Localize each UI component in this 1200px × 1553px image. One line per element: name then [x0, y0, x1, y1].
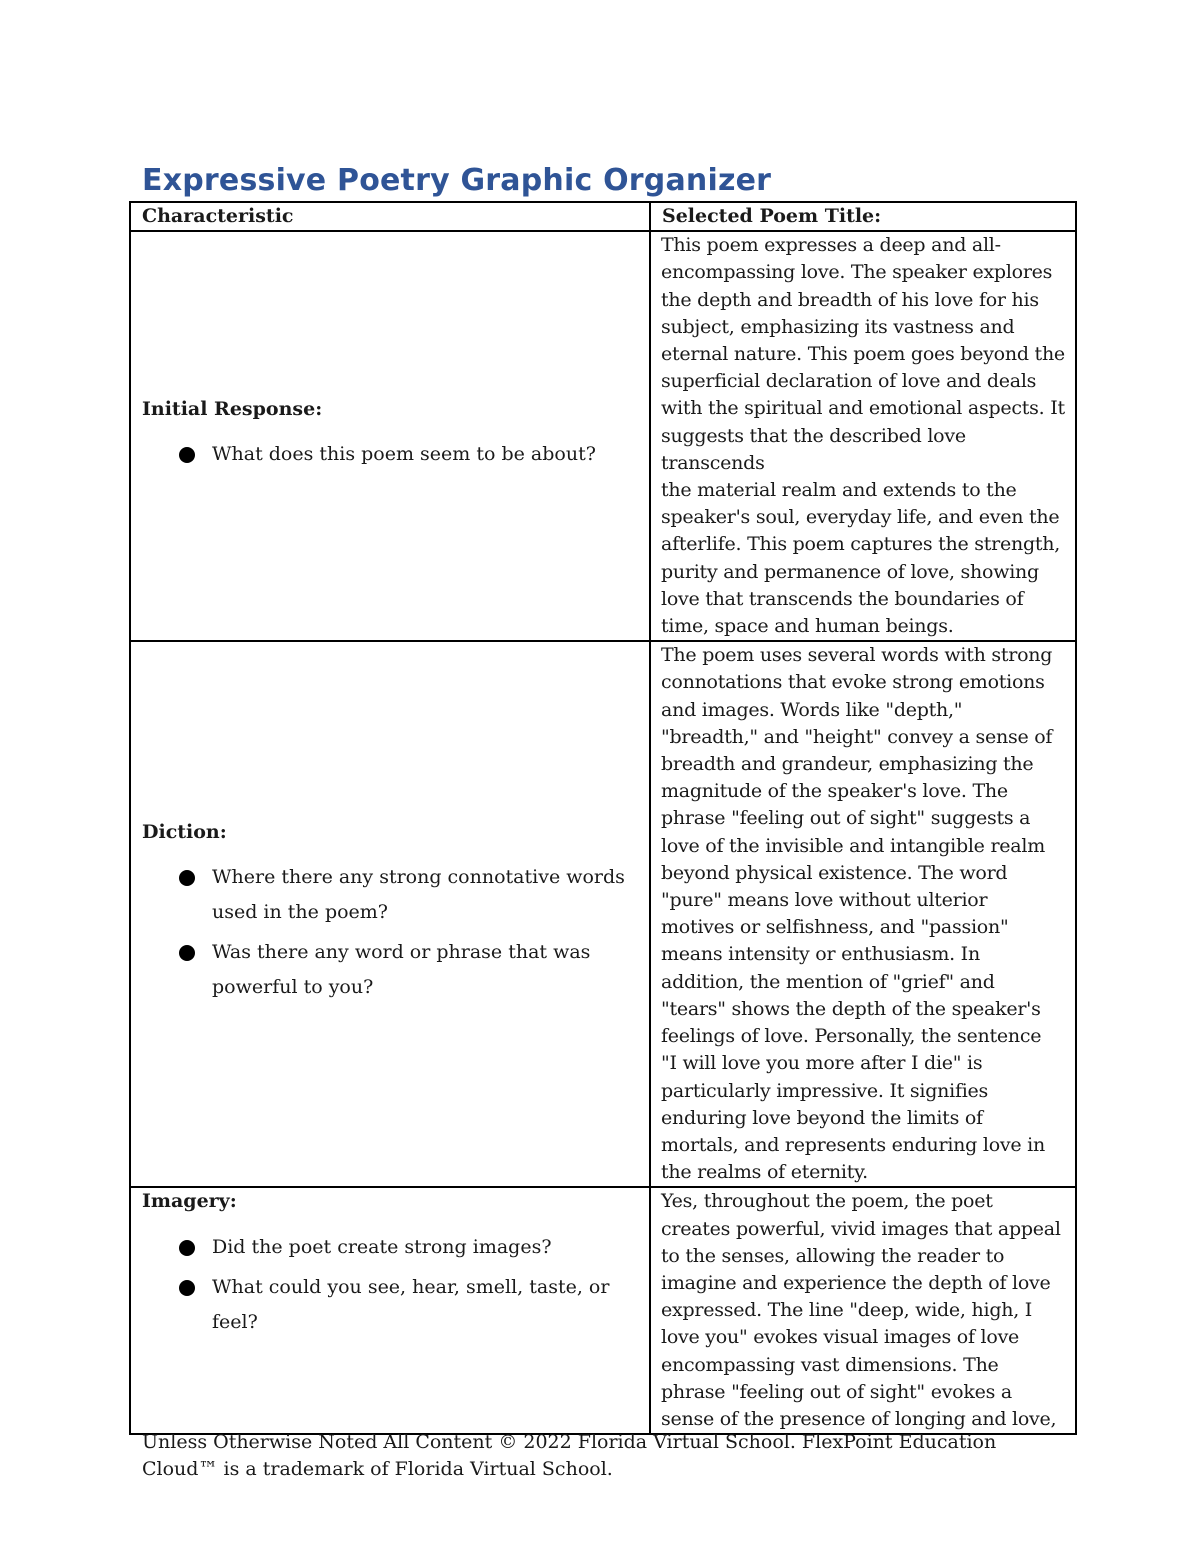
question-item: What does this poem seem to be about? [142, 437, 641, 472]
response-line: the depth and breadth of his love for his [661, 288, 1039, 311]
response-line: subject, emphasizing its vastness and [661, 315, 1015, 338]
response-line: enduring love beyond the limits of [661, 1106, 983, 1129]
response-line: purity and permanence of love, showing [661, 560, 1039, 583]
response-cell[interactable] [650, 1187, 1076, 1434]
response-line: love you" evokes visual images of love [661, 1326, 1020, 1349]
question-item: Did the poet create strong images? [142, 1230, 641, 1265]
response-line: mortals, and represents enduring love in [661, 1133, 1045, 1156]
response-line: expressed. The line "deep, wide, high, I [661, 1299, 1033, 1322]
question-list [142, 1230, 641, 1340]
response-line: The poem uses several words with strong [661, 644, 1053, 667]
graphic-organizer-table [129, 201, 1077, 1435]
table-row-diction [130, 641, 1076, 1187]
response-line: "tears" shows the depth of the speaker's [661, 997, 1041, 1020]
question-list [142, 437, 641, 472]
response-line: beyond physical existence. The word [661, 861, 1008, 884]
table-header-row [130, 202, 1076, 231]
response-line: imagine and experience the depth of love [661, 1271, 1051, 1294]
response-line: the realms of eternity. [661, 1161, 868, 1184]
question-item: Was there any word or phrase that was powerful to you? [142, 935, 641, 1005]
characteristic-cell [130, 231, 650, 641]
footer-line: Unless Otherwise Noted All Content © 2022 Florida Virtual School. FlexPoint Education [142, 1431, 997, 1453]
response-line: encompassing love. The speaker explores [661, 261, 1053, 284]
response-line: means intensity or enthusiasm. In [661, 943, 980, 966]
response-line: with the spiritual and emotional aspects. It [661, 397, 1065, 420]
response-line: time, space and human beings. [661, 615, 954, 638]
response-line: love of the invisible and intangible realm [661, 834, 1045, 857]
response-line: Yes, throughout the poem, the poet [661, 1190, 993, 1213]
response-line: breadth and grandeur, emphasizing the [661, 753, 1034, 776]
response-line: "I will love you more after I die" is [661, 1052, 983, 1075]
header-characteristic: Characteristic [130, 202, 650, 231]
response-line: connotations that evoke strong emotions [661, 671, 1045, 694]
table-row-imagery [130, 1187, 1076, 1434]
row-label: Imagery: [142, 1190, 237, 1213]
copyright-footer [142, 1429, 1062, 1483]
response-line: phrase "feeling out of sight" suggests a [661, 807, 1031, 830]
response-line: addition, the mention of "grief" and [661, 970, 995, 993]
characteristic-cell [130, 641, 650, 1187]
table-row-initial-response [130, 231, 1076, 641]
response-line: speaker's soul, everyday life, and even the [661, 506, 1060, 529]
response-line: love that transcends the boundaries of [661, 587, 1024, 610]
response-line: encompassing vast dimensions. The [661, 1353, 999, 1376]
response-line: afterlife. This poem captures the strength, [661, 533, 1061, 556]
response-line: sense of the presence of longing and love, [661, 1407, 1057, 1430]
header-selected-poem-title: Selected Poem Title: [650, 202, 1076, 231]
response-line: and images. Words like "depth," [661, 698, 963, 721]
response-line: particularly impressive. It signifies [661, 1079, 989, 1102]
question-list [142, 860, 641, 1005]
response-line: superficial declaration of love and deals [661, 370, 1037, 393]
page-title: Expressive Poetry Graphic Organizer [142, 163, 772, 198]
response-line: motives or selfishness, and "passion" [661, 916, 1009, 939]
footer-line: Cloud™ is a trademark of Florida Virtual School. [142, 1458, 613, 1480]
row-label: Initial Response: [142, 397, 323, 420]
response-cell[interactable] [650, 231, 1076, 641]
characteristic-cell [130, 1187, 650, 1434]
response-line: "breadth," and "height" convey a sense of [661, 725, 1053, 748]
response-line: magnitude of the speaker's love. The [661, 780, 1008, 803]
response-cell[interactable] [650, 641, 1076, 1187]
question-item: What could you see, hear, smell, taste, or feel? [142, 1270, 641, 1340]
question-item: Where there any strong connotative words used in the poem? [142, 860, 641, 930]
response-line: "pure" means love without ulterior [661, 889, 988, 912]
response-line: to the senses, allowing the reader to [661, 1244, 1005, 1267]
row-label: Diction: [142, 820, 227, 843]
response-line: creates powerful, vivid images that appeal [661, 1217, 1061, 1240]
response-line: This poem expresses a deep and all- [661, 234, 1001, 257]
response-line: feelings of love. Personally, the sentence [661, 1025, 1042, 1048]
response-line: the material realm and extends to the [661, 479, 1017, 502]
response-line: phrase "feeling out of sight" evokes a [661, 1380, 1012, 1403]
response-line: eternal nature. This poem goes beyond the [661, 343, 1065, 366]
response-line: suggests that the described love transcends [661, 424, 966, 474]
